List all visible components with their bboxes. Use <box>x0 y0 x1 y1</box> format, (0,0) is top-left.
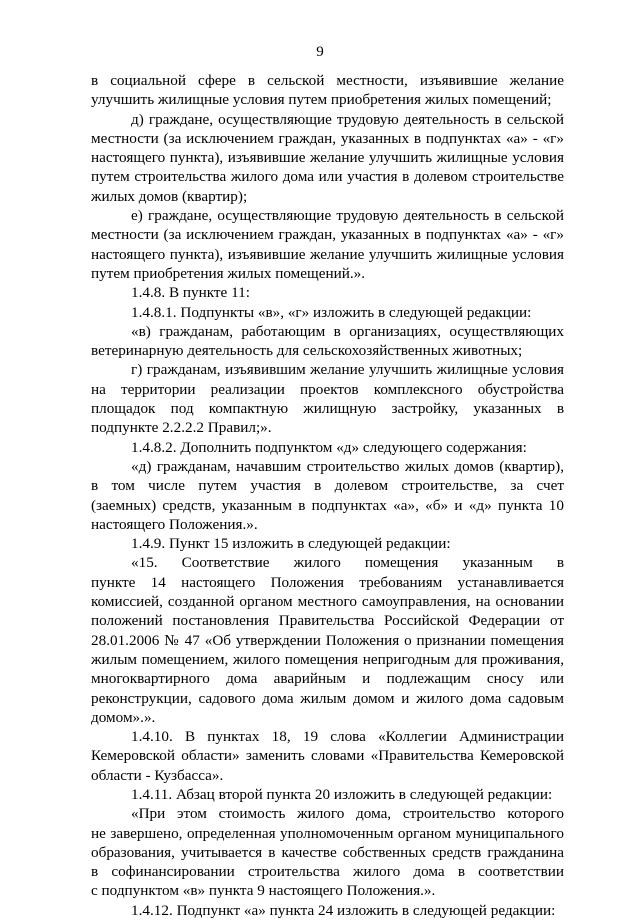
text-line: «в) гражданам, работающим в организациях, осуществляющих <box>131 322 564 340</box>
text-line: в том числе путем участия в долевом строительстве, за счет <box>91 477 564 495</box>
text-line: в софинансировании строительства жилого дома в соответствии <box>91 863 564 881</box>
text-line: пункте 14 настоящего Положения требованиям устанавливается <box>91 573 564 591</box>
text-line: 1.4.8.2. Дополнить подпунктом «д» следующего содержания: <box>131 438 527 456</box>
text-line: «15. Соответствие жилого помещения указанным в <box>131 554 564 572</box>
text-line: е) граждане, осуществляющие трудовую деятельность в сельской <box>131 207 564 225</box>
text-line: г) гражданам, изъявившим желание улучшить жилищные условия <box>131 361 564 379</box>
text-line: «При этом стоимость жилого дома, строительство которого <box>131 805 564 823</box>
text-line: 1.4.8.1. Подпункты «в», «г» изложить в следующей редакции: <box>131 303 532 321</box>
text-line: путем строительства жилого дома или участия в долевом строительстве <box>91 168 564 186</box>
text-line: путем приобретения жилых помещений.». <box>91 264 366 282</box>
text-line: в социальной сфере в сельской местности, изъявившие желание <box>91 72 564 89</box>
text-line: жилым помещением, жилого помещения непригодным для проживания, <box>91 650 564 668</box>
text-line: д) граждане, осуществляющие трудовую деятельность в сельской <box>131 110 564 128</box>
text-line: жилых домов (квартир); <box>91 187 248 205</box>
text-line: 1.4.8. В пункте 11: <box>131 284 250 302</box>
text-line: многоквартирного дома аварийным и подлежащим сносу или <box>91 670 564 688</box>
text-line: площадок под компактную жилищную застройку, указанных в <box>91 400 564 418</box>
text-line: местности (за исключением граждан, указанных в подпунктах «а» - «г» <box>91 129 564 147</box>
text-line: улучшить жилищные условия путем приобретения жилых помещений; <box>91 91 552 109</box>
text-line: комиссией, созданной органом местного самоуправления, на основании <box>91 593 564 611</box>
text-line: подпункте 2.2.2.2 Правил;». <box>91 419 272 437</box>
text-line: Кемеровской области» заменить словами «Правительства Кемеровской <box>91 747 564 765</box>
text-line: домом».». <box>91 708 156 726</box>
text-line: 1.4.11. Абзац второй пункта 20 изложить в следующей редакции: <box>131 785 553 803</box>
text-line: с подпунктом «в» пункта 9 настоящего Положения.». <box>91 882 436 900</box>
text-line: настоящего Положения.». <box>91 515 258 533</box>
text-line: местности (за исключением граждан, указанных в подпунктах «а» - «г» <box>91 226 564 244</box>
text-line: настоящего пункта), изъявившие желание улучшить жилищные условия <box>91 149 564 167</box>
text-line: реконструкции, садового дома жилым домом и жилого дома садовым <box>91 689 564 707</box>
text-line: ветеринарную деятельность для сельскохозяйственных животных; <box>91 342 523 360</box>
text-line: 1.4.10. В пунктах 18, 19 слова «Коллегии Администрации <box>131 728 564 746</box>
text-line: (заемных) средств, указанным в подпунктах «а», «б» и «д» пункта 10 <box>91 496 564 514</box>
text-line: области - Кузбасса». <box>91 766 224 784</box>
text-line: положений постановления Правительства Российской Федерации от <box>91 612 564 630</box>
text-line: настоящего пункта), изъявившие желание улучшить жилищные условия <box>91 245 564 263</box>
text-line: не завершено, определенная уполномоченным органом муниципального <box>91 824 564 842</box>
text-line: образования, учитывается в качестве собственных средств гражданина <box>91 843 564 861</box>
page-number: 9 <box>316 44 324 60</box>
text-line: 1.4.9. Пункт 15 изложить в следующей редакции: <box>131 535 451 553</box>
text-line: 28.01.2006 № 47 «Об утверждении Положения о признании помещения <box>91 631 564 649</box>
text-line: на территории реализации проектов комплексного обустройства <box>91 380 564 398</box>
text-line: «д) гражданам, начавшим строительство жилых домов (квартир), <box>131 457 564 475</box>
document-body <box>91 71 564 920</box>
text-line: 1.4.12. Подпункт «а» пункта 24 изложить в следующей редакции: <box>131 901 556 919</box>
